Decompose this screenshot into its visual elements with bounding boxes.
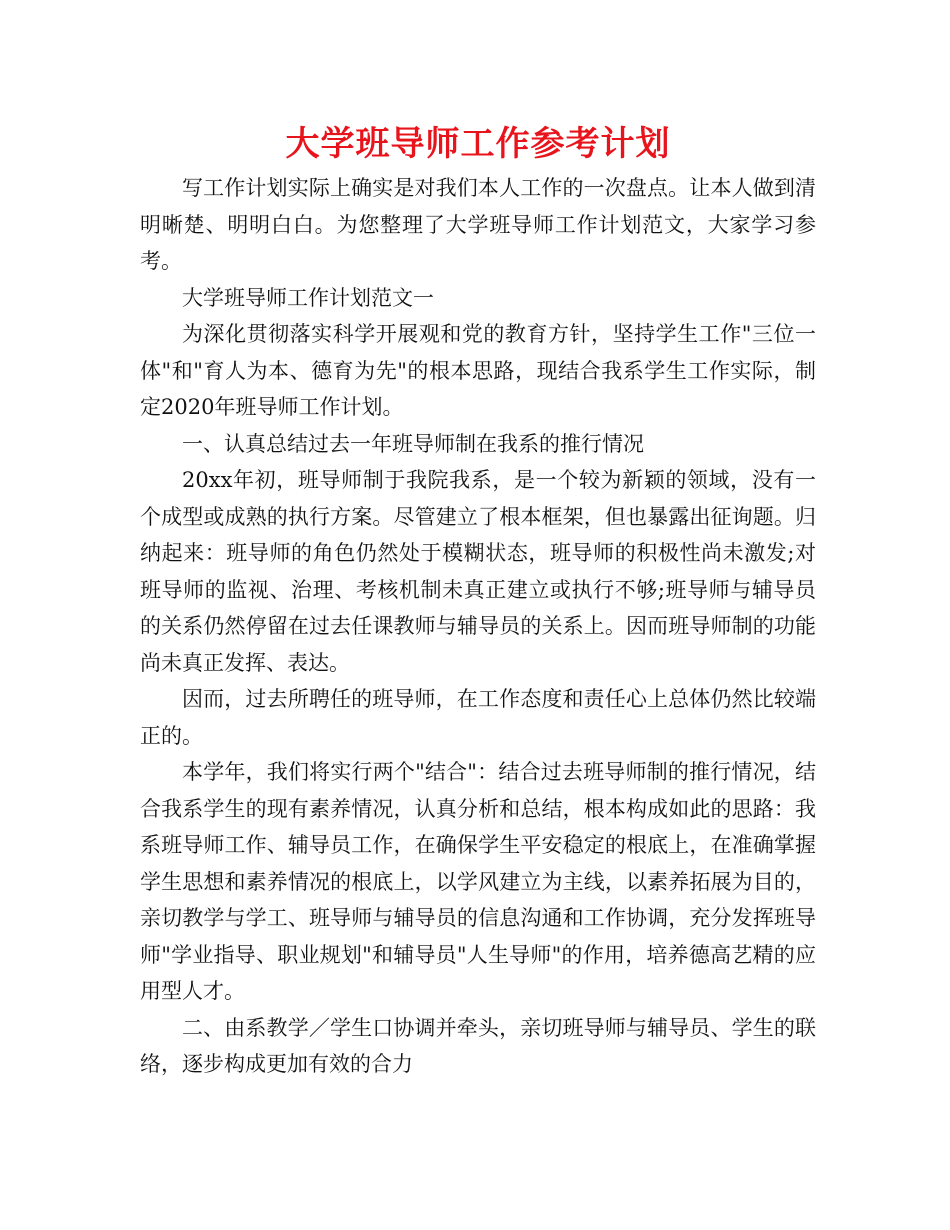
paragraph-attitude: 因而，过去所聘任的班导师，在工作态度和责任心上总体仍然比较端正的。 bbox=[140, 687, 816, 748]
paragraph-subtitle: 大学班导师工作计划范文一 bbox=[182, 285, 434, 310]
paragraph-intro: 写工作计划实际上确实是对我们本人工作的一次盘点。让本人做到清明晰楚、明明白白。为您整理了大学班导师工作计划范文，大家学习参考。 bbox=[140, 176, 816, 273]
section-heading-2: 二、由系教学／学生口协调并牵头，亲切班导师与辅导员、学生的联络，逐步构成更加有效的合力 bbox=[140, 1015, 816, 1076]
document-title: 大学班导师工作参考计划 bbox=[285, 124, 671, 164]
paragraph-preamble: 为深化贯彻落实科学开展观和党的教育方针，坚持学生工作"三位一体"和"育人为本、德育为先"的根本思路，现结合我系学生工作实际，制定2020年班导师工作计划。 bbox=[140, 322, 816, 419]
paragraph-plan: 本学年，我们将实行两个"结合"：结合过去班导师制的推行情况，结合我系学生的现有素养情况，认真分析和总结，根本构成如此的思路：我系班导师工作、辅导员工作，在确保学生平安稳定的根底上，在准确掌握学生思想和素养情况的根底上，以学风建立为主线，以素养拓展为目的，亲切教学与学工、班导师与辅导员的信息沟通和工作协调，充分发挥班导师"学业指导、职业规划"和辅导员"人生导师"的作用，培养德高艺精的应用型人才。 bbox=[140, 760, 816, 1003]
paragraph-review: 20xx年初，班导师制于我院我系，是一个较为新颖的领域，没有一个成型或成熟的执行方案。尽管建立了根本框架，但也暴露出征询题。归纳起来：班导师的角色仍然处于模糊状态，班导师的积极性尚未激发;对班导师的监视、治理、考核机制未真正建立或执行不够;班导师与辅导员的关系仍然停留在过去任课教师与辅导员的关系上。因而班导师制的功能尚未真正发挥、表达。 bbox=[140, 468, 816, 675]
document-page bbox=[140, 118, 816, 1083]
section-heading-1: 一、认真总结过去一年班导师制在我系的推行情况 bbox=[182, 431, 644, 456]
